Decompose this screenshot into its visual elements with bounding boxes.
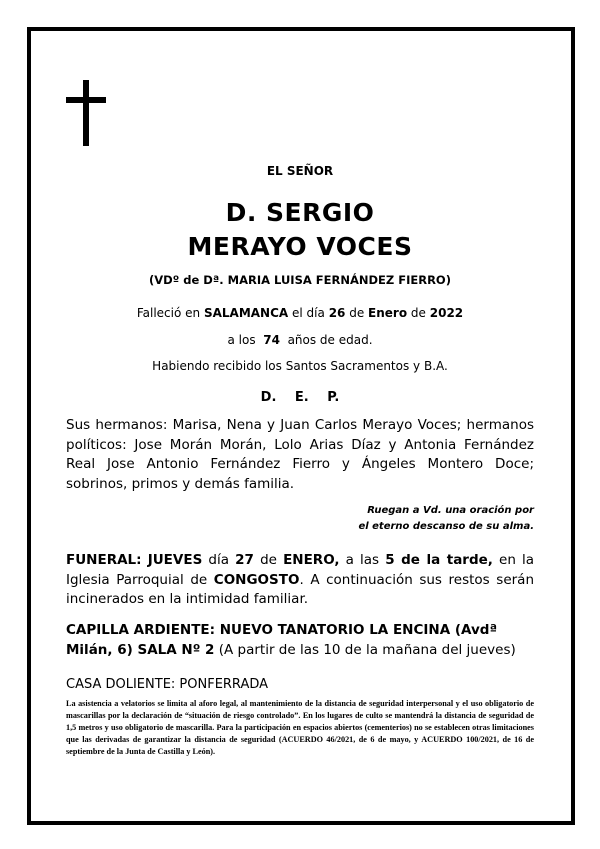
funeral-time: 5 de la tarde, bbox=[385, 552, 493, 568]
age-prefix: a los bbox=[227, 333, 256, 347]
deceased-name bbox=[66, 196, 534, 264]
funeral-text-2: de bbox=[260, 552, 277, 568]
funeral-text-4: en la Iglesia Parroquial de bbox=[66, 552, 535, 588]
funeral-day: 27 bbox=[235, 552, 254, 568]
widow-of: (VDº de Dª. MARIA LUISA FERNÁNDEZ FIERRO) bbox=[149, 273, 451, 287]
death-year-prefix: de bbox=[410, 306, 426, 320]
death-year: 2022 bbox=[429, 306, 464, 320]
age-info bbox=[66, 333, 534, 347]
casa-doliente: CASA DOLIENTE: PONFERRADA bbox=[66, 677, 269, 692]
capilla-detail: (A partir de las 10 de la mañana del jueves) bbox=[218, 641, 516, 658]
family-list: Sus hermanos: Marisa, Nena y Juan Carlos Merayo Voces; hermanos políticos: Jose Morán Morán, Lolo Arias Díaz y Antonia Fernández Real Jose Antonio Fernández Fierro y Ángeles Montero Doce; sobrinos, primos y demás familia. bbox=[66, 417, 534, 492]
prayer-request bbox=[66, 503, 534, 535]
prayer-line-1: Ruegan a Vd. una oración por bbox=[367, 505, 534, 516]
cross-icon bbox=[66, 80, 106, 146]
name-line-2: MERAYO VOCES bbox=[187, 232, 413, 261]
funeral-church: CONGOSTO bbox=[213, 571, 300, 588]
death-prefix: Falleció en bbox=[136, 306, 201, 320]
funeral-weekday: JUEVES bbox=[147, 552, 203, 568]
funeral-text-1: día bbox=[208, 552, 230, 568]
funeral-text-3: a las bbox=[345, 552, 380, 568]
death-month: Enero bbox=[368, 306, 408, 320]
death-day: 26 bbox=[328, 306, 346, 320]
death-info bbox=[66, 306, 534, 320]
funeral-info bbox=[66, 551, 534, 610]
capilla-ardiente bbox=[66, 621, 534, 660]
sacraments: Habiendo recibido los Santos Sacramentos y B.A. bbox=[152, 359, 448, 373]
funeral-month: ENERO, bbox=[283, 552, 340, 568]
covid-notice: La asistencia a velatorios se limita al aforo legal, al mantenimiento de la distancia de seguridad interpersonal y el uso obligatorio de mascarillas por la declaración de “situación de riesgo controlado”. En los lugares de culto se mantendrá la distancia de seguridad de 1,5 metros y uso obligatorio de mascarilla. Para la participación en espacios abiertos (cementerios) no se establecen otras limitaciones que las derivadas de garantizar la distancia de seguridad (ACUERDO 46/2021, de 6 de mayo, y ACUERDO 100/2021, de 16 de septiembre de la Junta de Castilla y León). bbox=[66, 699, 534, 756]
title: EL SEÑOR bbox=[266, 164, 334, 178]
death-month-prefix: de bbox=[349, 306, 365, 320]
death-place: SALAMANCA bbox=[203, 306, 289, 320]
death-day-prefix: el día bbox=[292, 306, 325, 320]
prayer-line-2: el eterno descanso de su alma. bbox=[358, 521, 534, 532]
dep: D. E. P. bbox=[260, 390, 340, 405]
capilla-label: CAPILLA ARDIENTE: NUEVO TANATORIO LA ENCINA (Avdª Milán, 6) SALA Nº 2 bbox=[66, 622, 498, 658]
age-suffix: años de edad. bbox=[287, 333, 373, 347]
name-line-1: D. SERGIO bbox=[225, 198, 375, 227]
funeral-label: FUNERAL: bbox=[66, 552, 142, 568]
age-value: 74 bbox=[263, 333, 280, 347]
funeral-text-5: . A continuación sus restos serán incinerados en la intimidad familiar. bbox=[66, 571, 534, 607]
